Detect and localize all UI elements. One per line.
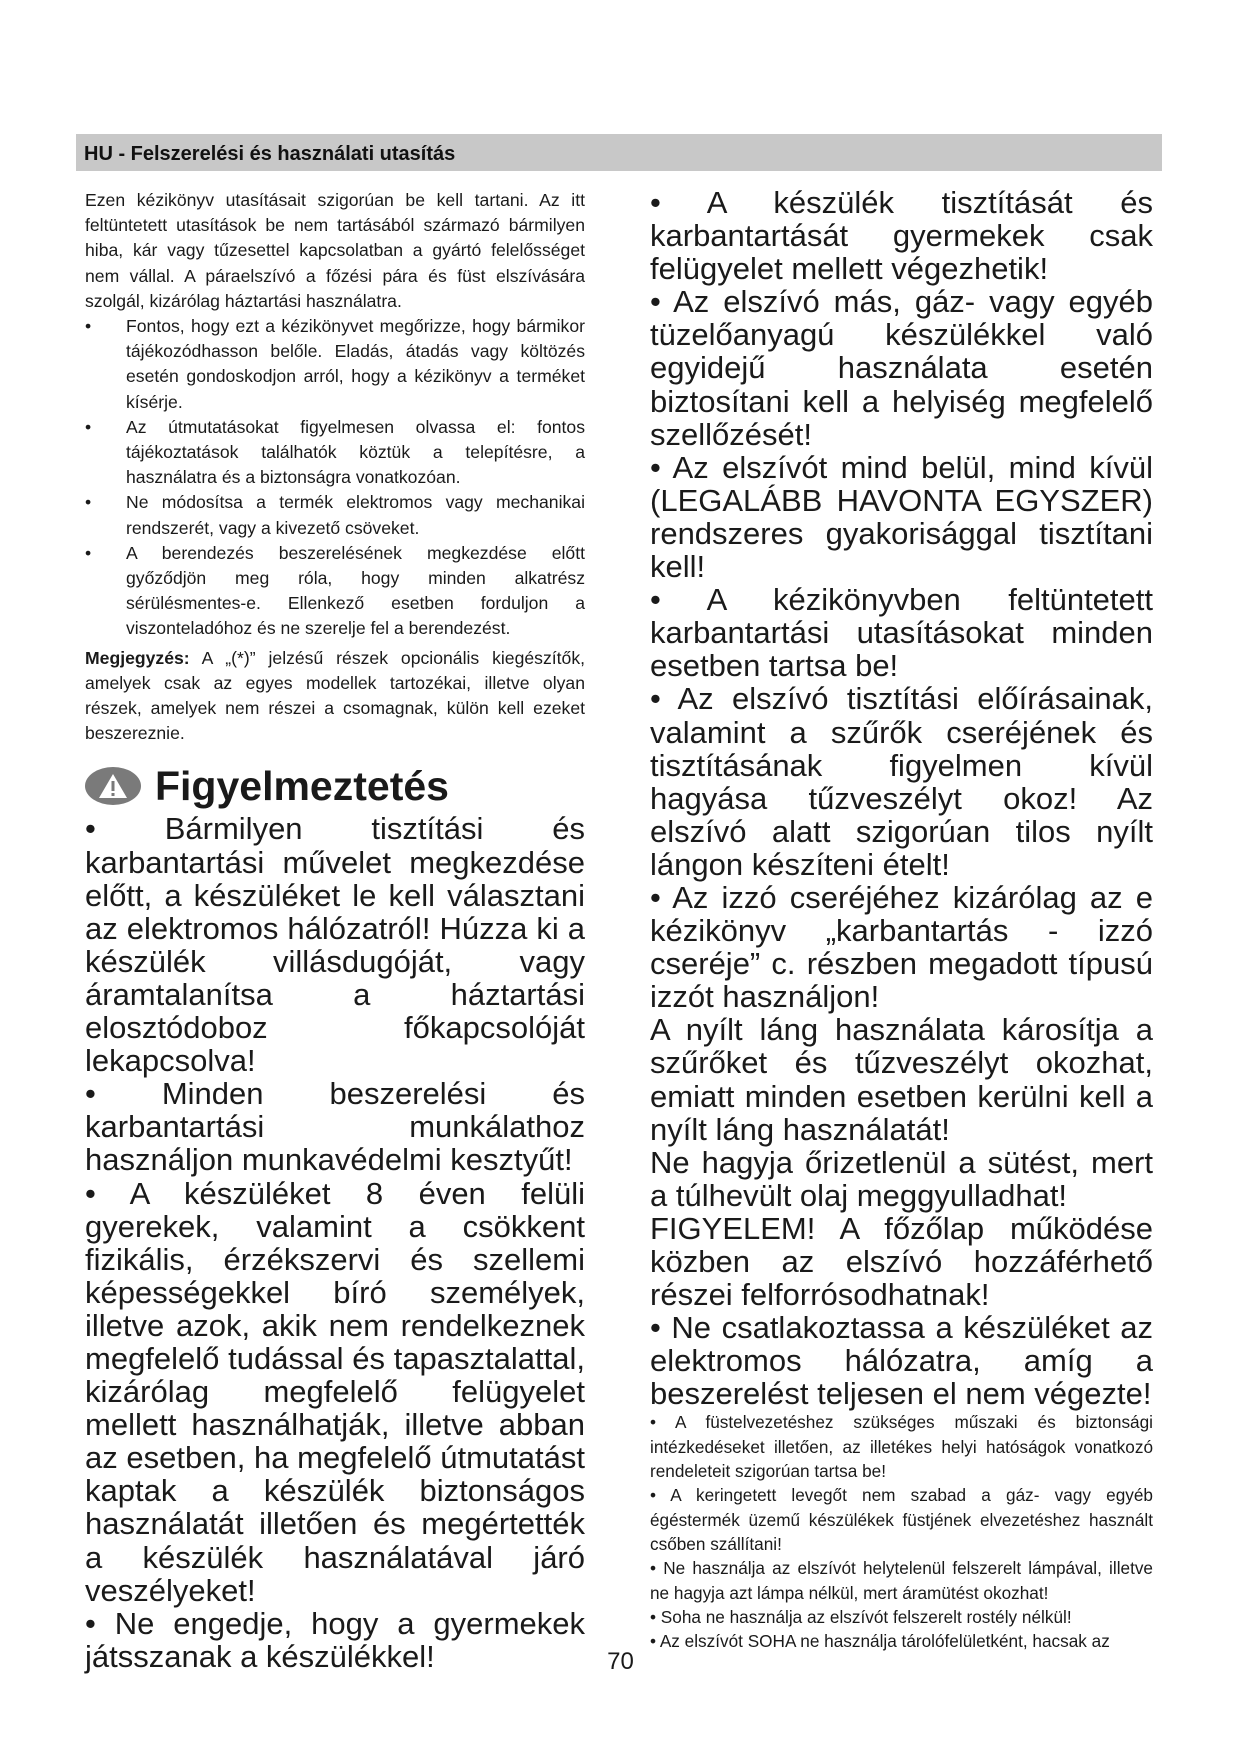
safety-note: • Soha ne használja az elszívót felszerelt rostély nélkül! [650, 1606, 1072, 1627]
warning-paragraph: • Az elszívó más, gáz- vagy egyéb tüzelőanyagú készülékkel való egyidejű használata esetén biztosítani kell a helyiség megfelelő szellőzését! [650, 284, 1153, 452]
safety-note: • Az elszívót SOHA ne használja tárolófelületként, hacsak az [650, 1631, 1110, 1652]
warning-paragraph: • Az elszívót mind belül, mind kívül (LEGALÁBB HAVONTA EGYSZER) rendszeres gyakorisággal tisztítani kell! [650, 449, 1153, 585]
bullet-mark: • [85, 542, 92, 563]
safety-note: • A keringetett levegőt nem szabad a gáz- vagy egyéb égéstermék üzemű készülékek füstjének elvezetéshez használt csőben szállítani! [650, 1485, 1153, 1554]
note-text: A „(*)” jelzésű részek opcionális kiegészítők, amelyek csak az egyes modellek tartozékai, illetve olyan részek, amelyek nem részei a csomagnak, külön kell ezeket beszereznie. [85, 647, 586, 744]
warning-paragraph: • A készülék tisztítását és karbantartását gyermekek csak felügyelet mellett végezhetik! [650, 185, 1153, 287]
intro-bullet: • Az útmutatásokat figyelmesen olvassa el: fontos tájékoztatások találhatók köztük a telepítésre, a használatra és a biztonságra vonatkozóan. [85, 416, 585, 488]
warning-paragraph: • Minden beszerelési és karbantartási munkálathoz használjon munkavédelmi kesztyűt! [85, 1076, 585, 1178]
intro-bullet: • A berendezés beszerelésének megkezdése előtt győződjön meg róla, hogy minden alkatrész sérülésmentes-e. Ellenkező esetben forduljon a viszonteladóhoz és ne szerelje fel a berendezést. [85, 542, 585, 639]
bullet-mark: • [85, 416, 92, 437]
safety-note: • A füstelvezetéshez szükséges műszaki és biztonsági intézkedéseket illetően, az illetékes helyi hatóságok vonatkozó rendeleteit szigorúan tartsa be! [650, 1412, 1153, 1482]
intro-paragraph: Ezen kézikönyv utasításait szigorúan be kell tartani. Az itt feltüntetett utasítások be nem tartásából származó bármilyen hiba, kár vagy tűzesettel kapcsolatban a gyártó felelősséget nem vállal. A páraelszívó a főzési pára és füst elszívására szolgál, kizárólag háztartási használatra. [85, 190, 585, 311]
warning-paragraph: • A készüléket 8 éven felüli gyerekek, valamint a csökkent fizikális, érzékszervi és szellemi képességekkel bíró személyek, illetve azok, akik nem rendelkeznek megfelelő tudással és tapasztalattal, kizárólag megfelelő felügyelet mellett használhatják, illetve abban az esetben, ha megfelelő útmutatást kaptak a készülék biztonságos használatát illetően és megértették a készülék használatával járó veszélyeket! [85, 1175, 585, 1608]
warning-paragraph: • Ne csatlakoztassa a készüléket az elektromos hálózatra, amíg a beszerelést teljesen el nem végezte! [650, 1310, 1153, 1412]
section-header: HU - Felszerelési és használati utasítás [76, 134, 1162, 171]
warning-title: Figyelmeztetés [155, 763, 449, 810]
warning-paragraph: • Az izzó cseréjéhez kizárólag az e kézikönyv „karbantartás - izzó cseréje” c. részben megadott típusú izzót használjon! [650, 879, 1153, 1015]
note-paragraph [85, 646, 585, 747]
warning-paragraph: • Az elszívó tisztítási előírásainak, valamint a szűrők cseréjének és tisztításának figyelmen kívül hagyása tűzveszélyt okoz! Az elszívó alatt szigorúan tilos nyílt lángon készíteni ételt! [650, 681, 1153, 882]
bullet-mark: • [85, 492, 92, 513]
right-column [650, 186, 1153, 1653]
intro-bullet: • Fontos, hogy ezt a kézikönyvet megőrizze, hogy bármikor tájékozódhasson belőle. Eladás, átadás vagy költözés esetén gondoskodjon arról, hogy a kézikönyv a terméket kísérje. [85, 316, 585, 412]
warning-triangle-icon [85, 767, 141, 805]
left-column [85, 188, 585, 1673]
page-number: 70 [607, 1648, 634, 1675]
intro-bullet: • Ne módosítsa a termék elektromos vagy mechanikai rendszerét, vagy a kivezető csöveket. [85, 492, 585, 538]
note-label: Megjegyzés: [85, 647, 190, 668]
warning-paragraph: Ne hagyja őrizetlenül a sütést, mert a túlhevült olaj meggyulladhat! [650, 1144, 1153, 1213]
warning-heading [85, 764, 585, 808]
bullet-mark: • [85, 316, 92, 337]
warning-paragraph: • Ne engedje, hogy a gyermekek játsszanak a készülékkel! [85, 1605, 585, 1674]
warning-paragraph: • Bármilyen tisztítási és karbantartási művelet megkezdése előtt, a készüléket le kell választani az elektromos hálózatról! Húzza ki a készülék villásdugóját, vagy áramtalanítsa a háztartási elosztódoboz főkapcsolóját lekapcsolva! [85, 811, 585, 1079]
warning-paragraph: FIGYELEM! A főzőlap működése közben az elszívó hozzáférhető részei felforrósodhatnak! [650, 1210, 1153, 1313]
warning-paragraph: • A kézikönyvben feltüntetett karbantartási utasításokat minden esetben tartsa be! [650, 582, 1153, 684]
warning-paragraph: A nyílt láng használata károsítja a szűrőket és tűzveszélyt okozhat, emiatt minden esetben kerülni kell a nyílt láng használatát! [650, 1012, 1153, 1147]
safety-note: • Ne használja az elszívót helytelenül felszerelt lámpával, illetve ne hagyja azt lámpa nélkül, mert áramütést okozhat! [650, 1558, 1153, 1603]
